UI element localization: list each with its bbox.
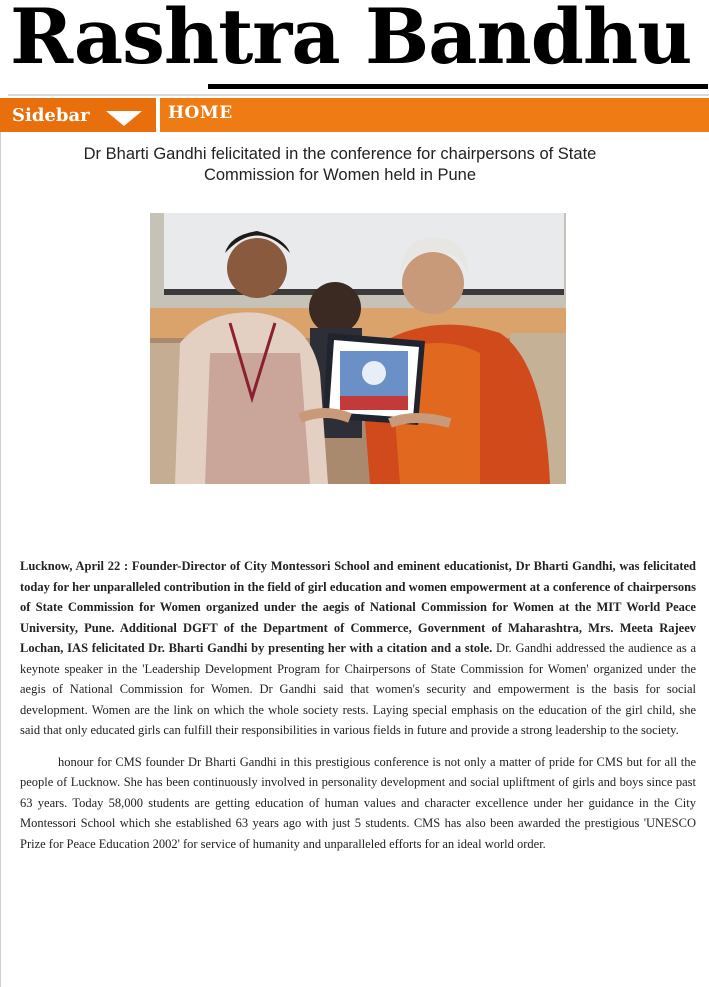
sidebar-toggle-button[interactable]: [0, 98, 156, 132]
masthead: [8, 0, 709, 96]
nav-bar: [0, 98, 709, 132]
home-link[interactable]: HOME: [168, 103, 233, 123]
triangle-down-icon: [106, 111, 142, 126]
article-paragraph-1: [20, 556, 696, 741]
sidebar-toggle-label: Sidebar: [12, 105, 90, 126]
page-left-border: [0, 132, 1, 987]
masthead-underline: [208, 84, 708, 89]
article-body: [20, 556, 696, 854]
article-headline: Dr Bharti Gandhi felicitated in the conference for chairpersons of State Commission for Women held in Pune: [83, 145, 597, 184]
masthead-divider: [8, 94, 709, 96]
nav-divider: [156, 98, 160, 132]
article-photo-image: [150, 213, 566, 484]
article-photo: [150, 213, 566, 484]
article-body-1: Dr. Gandhi addressed the audience as a keynote speaker in the 'Leadership Development Program for Chairpersons of State Commission for Women' organized under the aegis of National Commission for Women. Dr Gandhi said that women's security and empowerment is the basis for social development. Women are the link on which the whole society rests. Laying special emphasis on the education of the girl child, she said that only educated girls can fulfill their responsibilities in various fields in future and provide a strong leadership to the society.: [20, 641, 696, 737]
article-paragraph-2: honour for CMS founder Dr Bharti Gandhi in this prestigious conference is not only a matter of pride for CMS but for all the people of Lucknow. She has been continuously involved in personality development and social upliftment of girls and boys since past 63 years. Today 58,000 students are getting education of human values and character excellence under her guidance in the City Montessori School which she established 63 years ago with just 5 students. CMS has also been awarded the prestigious 'UNESCO Prize for Peace Education 2002' for service of humanity and unparalleled efforts for an ideal world order.: [20, 754, 696, 851]
article-lead: Lucknow, April 22 : Founder-Director of City Montessori School and eminent educationist, Dr Bharti Gandhi, was felicitated today for her unparalleled contribution in the field of girl education and women empowerment at a conference of chairpersons of State Commission for Women organized under the aegis of National Commission for Women at the MIT World Peace University, Pune. Additional DGFT of the Department of Commerce, Government of Maharashtra, Mrs. Meeta Rajeev Lochan, IAS felicitated Dr. Bharti Gandhi by presenting her with a citation and a stole.: [20, 559, 696, 655]
masthead-title: Rashtra Bandhu: [10, 0, 692, 81]
